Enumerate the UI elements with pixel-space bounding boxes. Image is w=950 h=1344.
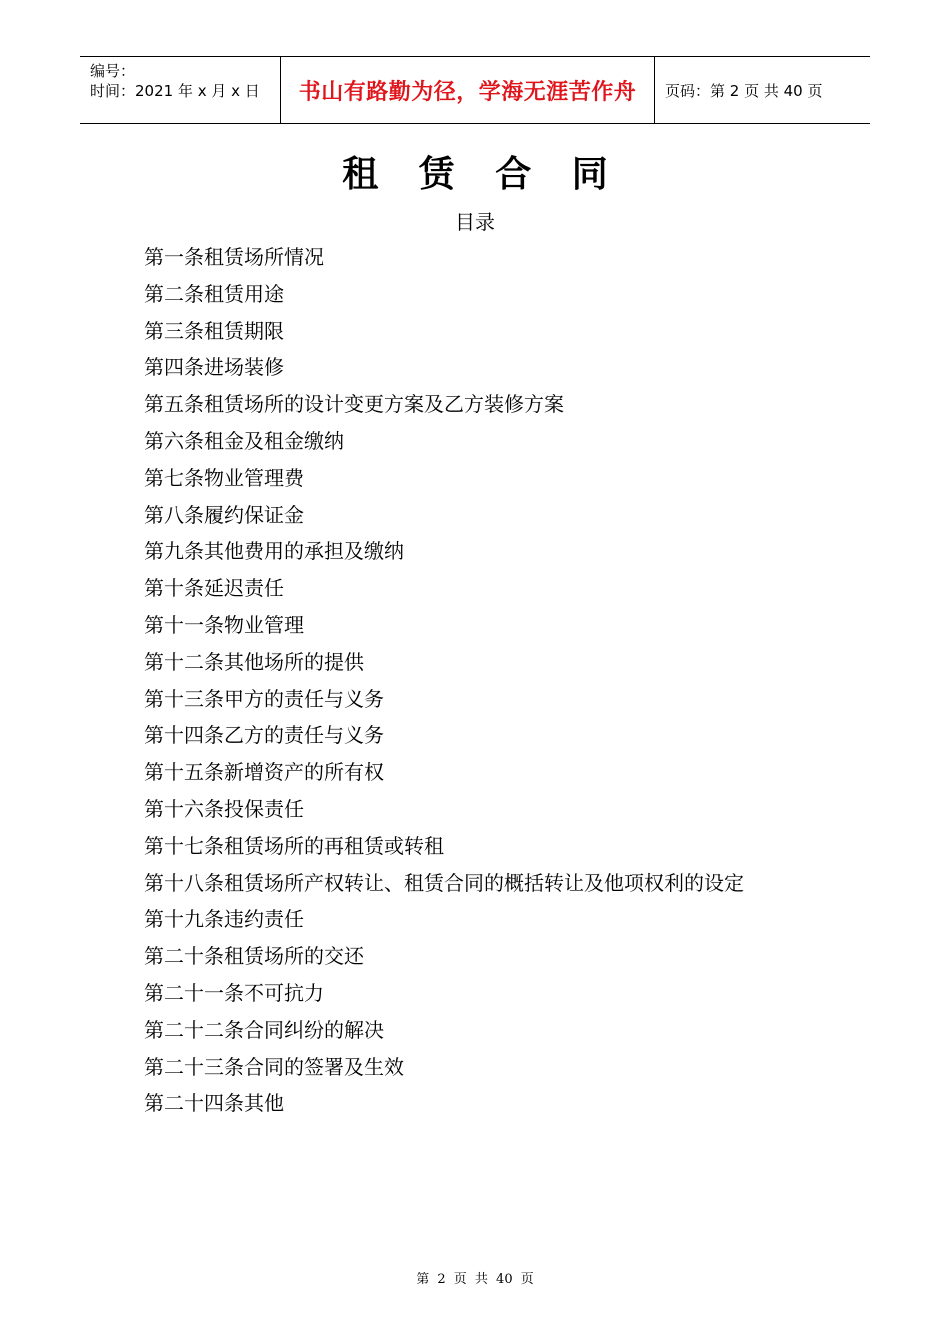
document-date: 时间：2021 年 x 月 x 日	[90, 82, 260, 100]
toc-item: 第十二条其他场所的提供	[144, 649, 364, 674]
toc-item: 第六条租金及租金缴纳	[144, 428, 344, 453]
header-slogan: 书山有路勤为径，学海无涯苦作舟	[281, 57, 655, 123]
toc-item: 第二十四条其他	[144, 1091, 284, 1116]
toc-item: 第十四条乙方的责任与义务	[144, 723, 384, 748]
toc-item: 第十九条违约责任	[144, 907, 304, 932]
toc-item: 第十八条租赁场所产权转让、租赁合同的概括转让及他项权利的设定	[144, 870, 744, 895]
toc-item: 第一条租赁场所情况	[144, 245, 324, 269]
toc-item: 第十七条租赁场所的再租赁或转租	[144, 833, 444, 858]
page-header	[80, 56, 870, 124]
toc-item: 第八条履约保证金	[144, 502, 304, 527]
toc-item: 第十三条甲方的责任与义务	[144, 686, 384, 711]
toc-item: 第二十二条合同纠纷的解决	[144, 1017, 384, 1042]
toc-item: 第十条延迟责任	[144, 576, 284, 601]
document-title: 租 赁 合 同	[342, 154, 622, 195]
toc-heading: 目录	[455, 210, 495, 234]
toc-item: 第十六条投保责任	[144, 796, 304, 821]
toc-item: 第三条租赁期限	[144, 318, 284, 343]
toc-item: 第十一条物业管理	[144, 612, 304, 637]
page-footer: 第 2 页 共 40 页	[416, 1272, 534, 1287]
document-number-label: 编号：	[90, 62, 136, 80]
table-of-contents	[144, 239, 744, 1122]
toc-item: 第四条进场装修	[144, 355, 284, 380]
toc-item: 第二条租赁用途	[144, 281, 284, 306]
toc-item: 第五条租赁场所的设计变更方案及乙方装修方案	[144, 392, 564, 417]
toc-item: 第二十三条合同的签署及生效	[144, 1054, 404, 1079]
toc-item: 第七条物业管理费	[144, 465, 304, 490]
toc-item: 第十五条新增资产的所有权	[144, 760, 384, 785]
toc-item: 第二十一条不可抗力	[144, 980, 324, 1005]
header-page-info: 页码：第 2 页 共 40 页	[665, 81, 823, 100]
toc-item: 第九条其他费用的承担及缴纳	[144, 539, 404, 564]
toc-item: 第二十条租赁场所的交还	[144, 944, 364, 969]
header-meta	[80, 57, 281, 123]
